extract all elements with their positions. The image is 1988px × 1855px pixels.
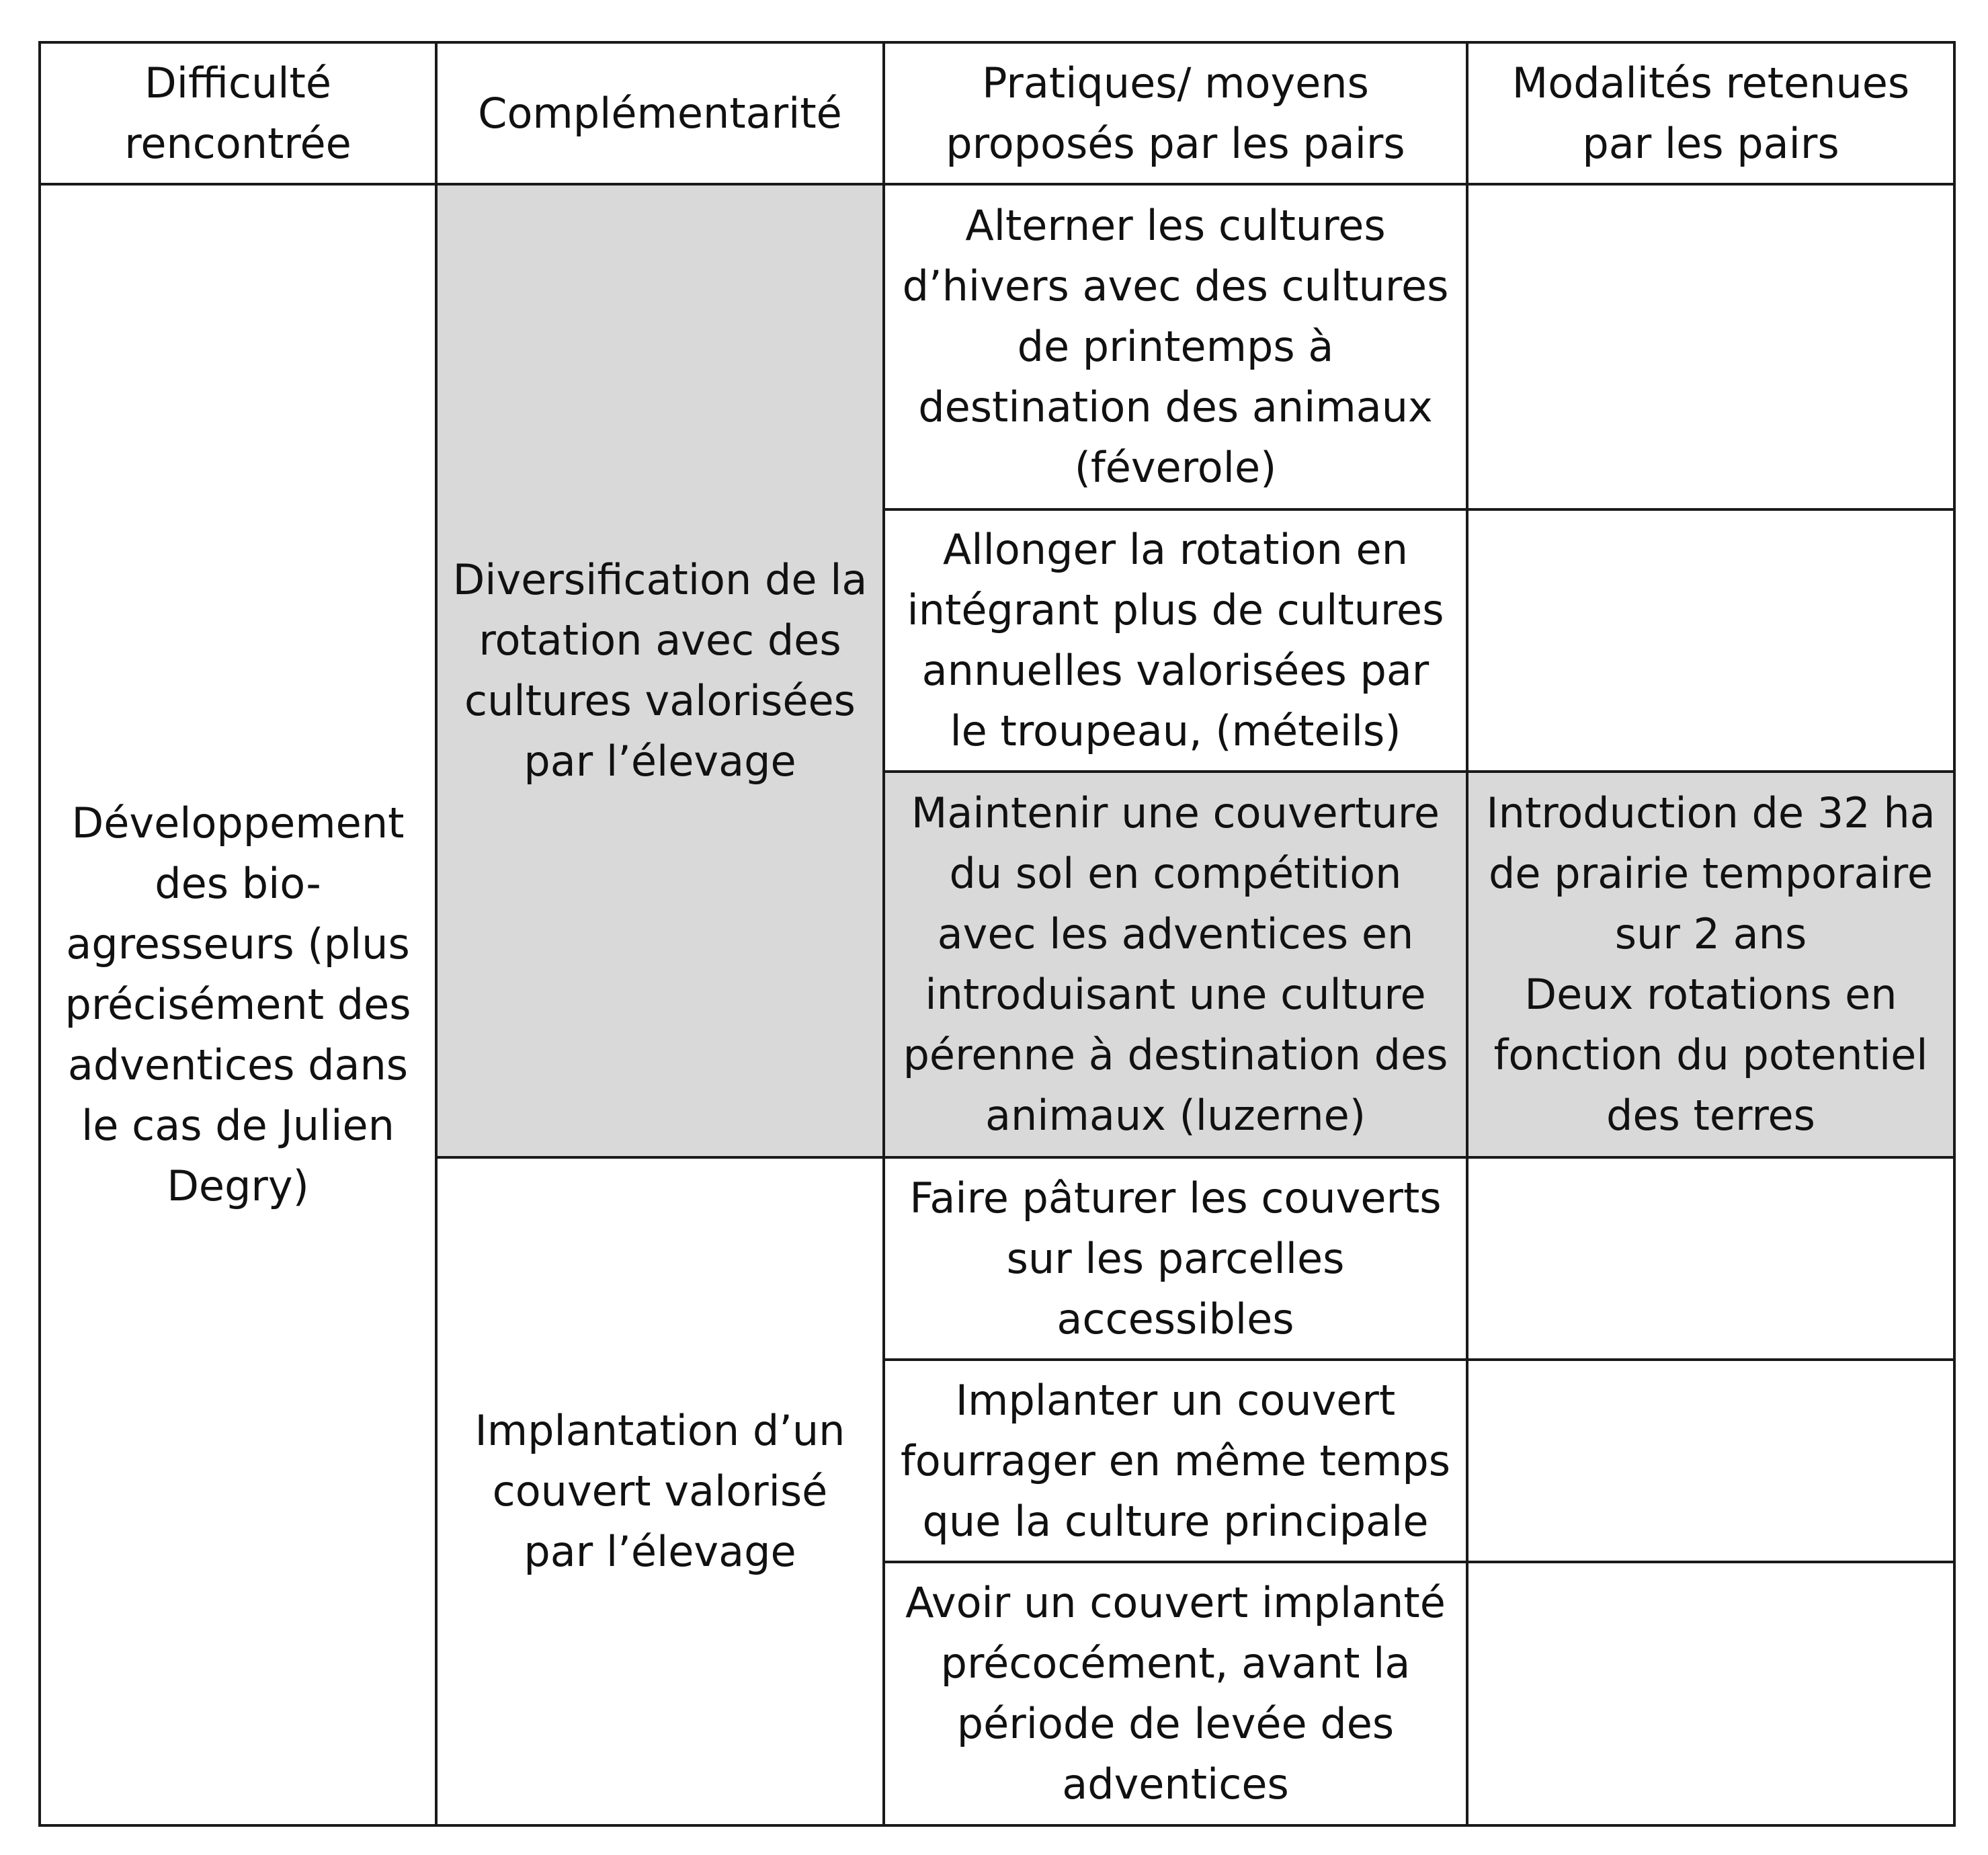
header-practices: Pratiques/ moyens proposés par les pairs: [884, 42, 1467, 184]
modality-cell: [1467, 184, 1954, 509]
practice-cell: Implanter un couvert fourrager en même temps que la culture principale: [884, 1360, 1467, 1562]
modality-cell: [1467, 1562, 1954, 1825]
header-difficulty: Difficulté rencontrée: [40, 42, 436, 184]
difficulty-cell: Développement des bio- agresseurs (plus précisément des adventices dans le cas de Julien Degry): [40, 184, 436, 1825]
practice-cell: Allonger la rotation en intégrant plus de cultures annuelles valorisées par le troupeau, (méteils): [884, 509, 1467, 772]
practices-table: [38, 41, 1956, 1827]
modality-cell: Introduction de 32 ha de prairie temporaire sur 2 ans Deux rotations en fonction du potentiel des terres: [1467, 772, 1954, 1157]
practice-cell: Alterner les cultures d’hivers avec des cultures de printemps à destination des animaux (féverole): [884, 184, 1467, 509]
table-row: [40, 184, 1954, 509]
header-complementarity: Complémentarité: [436, 42, 884, 184]
modality-cell: [1467, 1157, 1954, 1360]
header-row: [40, 42, 1954, 184]
practice-cell: Avoir un couvert implanté précocément, avant la période de levée des adventices: [884, 1562, 1467, 1825]
header-modalities: Modalités retenues par les pairs: [1467, 42, 1954, 184]
complementarity-couvert: Implantation d’un couvert valorisé par l’élevage: [436, 1157, 884, 1825]
modality-cell: [1467, 1360, 1954, 1562]
complementarity-diversification: Diversification de la rotation avec des cultures valorisées par l’élevage: [436, 184, 884, 1157]
practice-cell: Maintenir une couverture du sol en compétition avec les adventices en introduisant une culture pérenne à destination des animaux (luzerne): [884, 772, 1467, 1157]
modality-cell: [1467, 509, 1954, 772]
practice-cell: Faire pâturer les couverts sur les parcelles accessibles: [884, 1157, 1467, 1360]
